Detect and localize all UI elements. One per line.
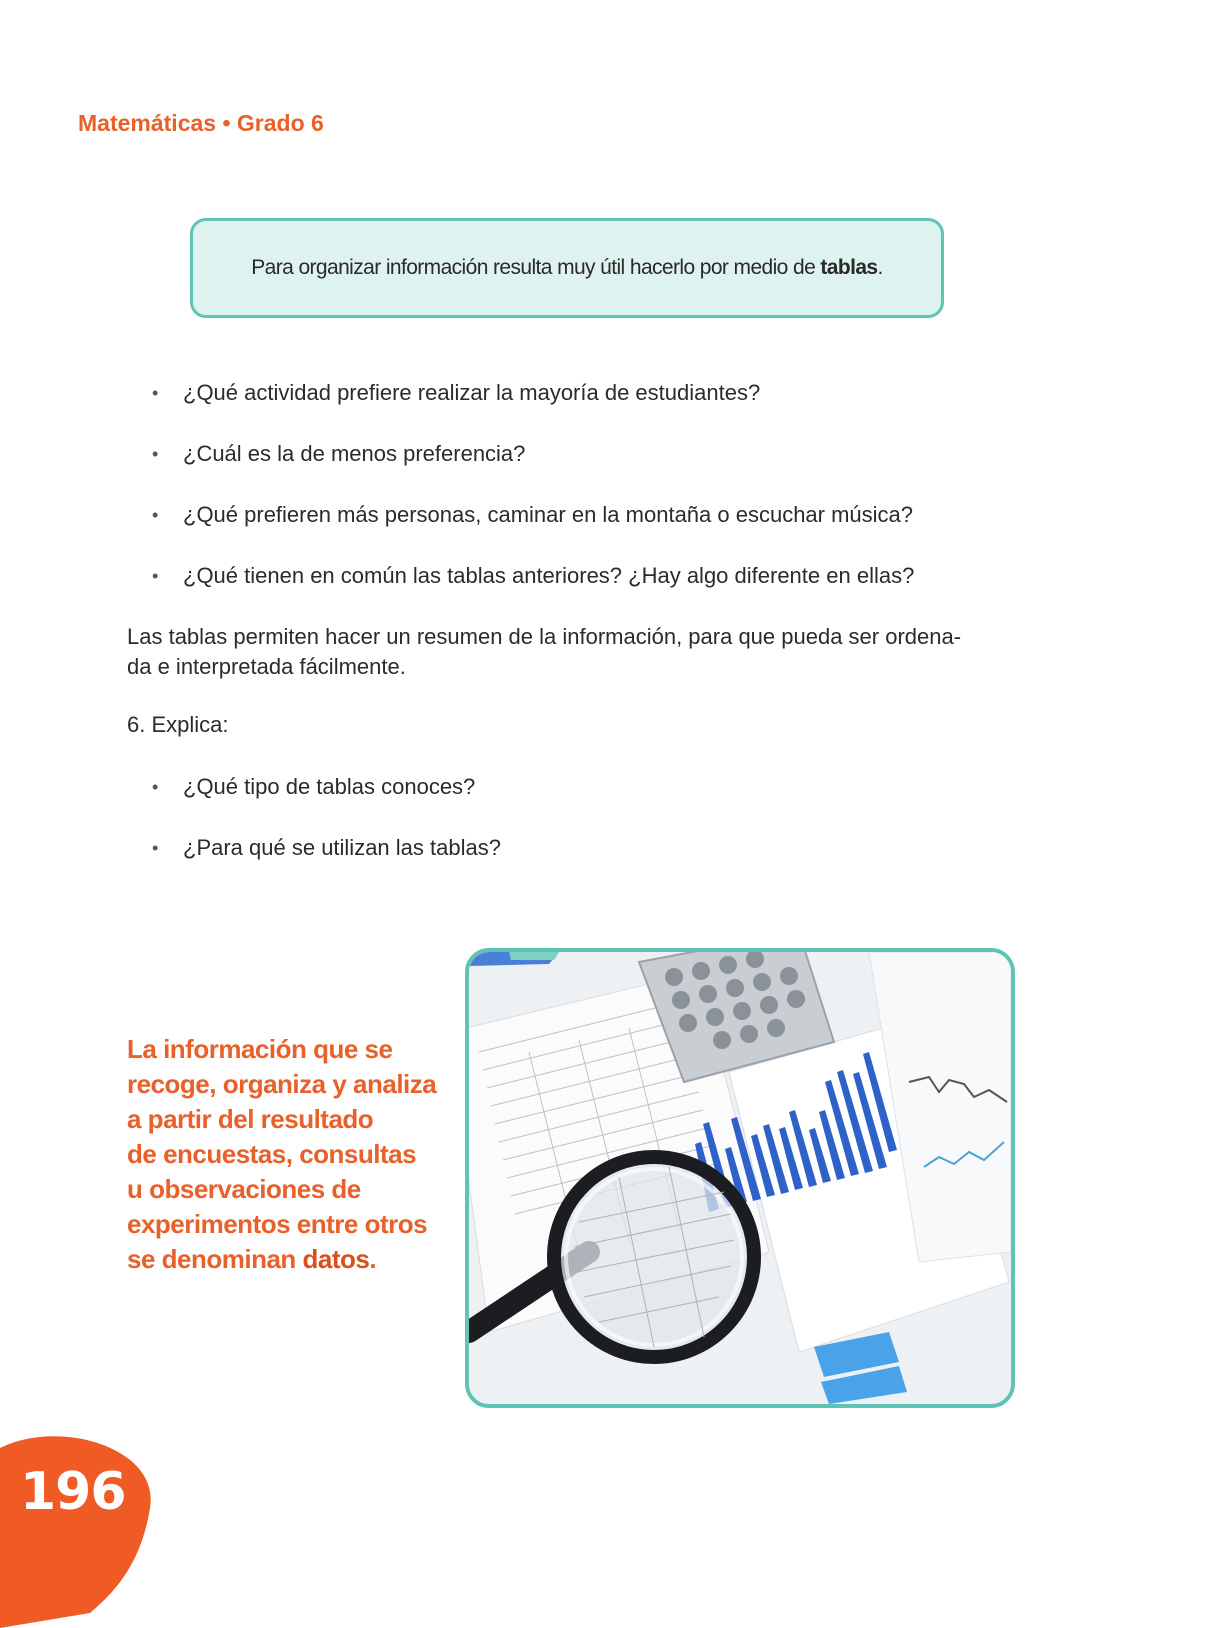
question-text: ¿Cuál es la de menos preferencia? <box>183 441 526 466</box>
question-text: ¿Para qué se utilizan las tablas? <box>183 835 501 860</box>
info-text-bold: tablas <box>820 256 878 279</box>
photo-illustration <box>469 952 1011 1404</box>
info-box <box>190 218 944 318</box>
info-text-after: . <box>877 256 883 279</box>
page-number-badge <box>0 1428 160 1628</box>
question-item <box>152 380 914 406</box>
bullet-icon: • <box>152 566 159 586</box>
question-item <box>152 502 914 528</box>
paragraph-line: da e interpretada fácilmente. <box>127 654 406 679</box>
definition-callout <box>127 1032 457 1277</box>
callout-line: de encuestas, consultas <box>127 1139 417 1169</box>
bullet-icon: • <box>152 777 159 797</box>
callout-prefix: se denominan <box>127 1244 303 1274</box>
bullet-icon: • <box>152 444 159 464</box>
question-text: ¿Qué tienen en común las tablas anteriores? ¿Hay algo diferente en ellas? <box>183 563 915 588</box>
callout-line: experimentos entre otros <box>127 1209 428 1239</box>
callout-suffix: . <box>369 1244 377 1274</box>
callout-line: a partir del resultado <box>127 1104 374 1134</box>
callout-line: u observaciones de <box>127 1174 361 1204</box>
question-item <box>152 563 914 589</box>
callout-line: recoge, organiza y analiza <box>127 1069 437 1099</box>
bullet-icon: • <box>152 505 159 525</box>
callout-line <box>127 1242 457 1277</box>
info-text-before: Para organizar información resulta muy útil hacerlo por medio de <box>251 256 821 279</box>
info-box-text <box>251 256 882 280</box>
callout-keyword: datos <box>302 1244 370 1274</box>
question-item <box>152 835 501 861</box>
callout-line: La información que se <box>127 1034 393 1064</box>
question-list-1 <box>152 380 914 624</box>
question-text: ¿Qué prefieren más personas, caminar en la montaña o escuchar música? <box>183 502 914 527</box>
question-text: ¿Qué tipo de tablas conoces? <box>183 774 476 799</box>
summary-paragraph <box>127 622 1027 682</box>
paragraph-line: Las tablas permiten hacer un resumen de la información, para que pueda ser ordena- <box>127 624 962 649</box>
page-number: 196 <box>20 1462 126 1522</box>
data-analysis-photo <box>465 948 1015 1408</box>
bullet-icon: • <box>152 383 159 403</box>
question-item <box>152 441 914 467</box>
exercise-label: 6. Explica: <box>127 712 229 737</box>
bullet-icon: • <box>152 838 159 858</box>
question-item <box>152 774 501 800</box>
question-list-2 <box>152 774 501 896</box>
book-header: Matemáticas • Grado 6 <box>78 110 324 136</box>
question-text: ¿Qué actividad prefiere realizar la mayoría de estudiantes? <box>183 380 761 405</box>
